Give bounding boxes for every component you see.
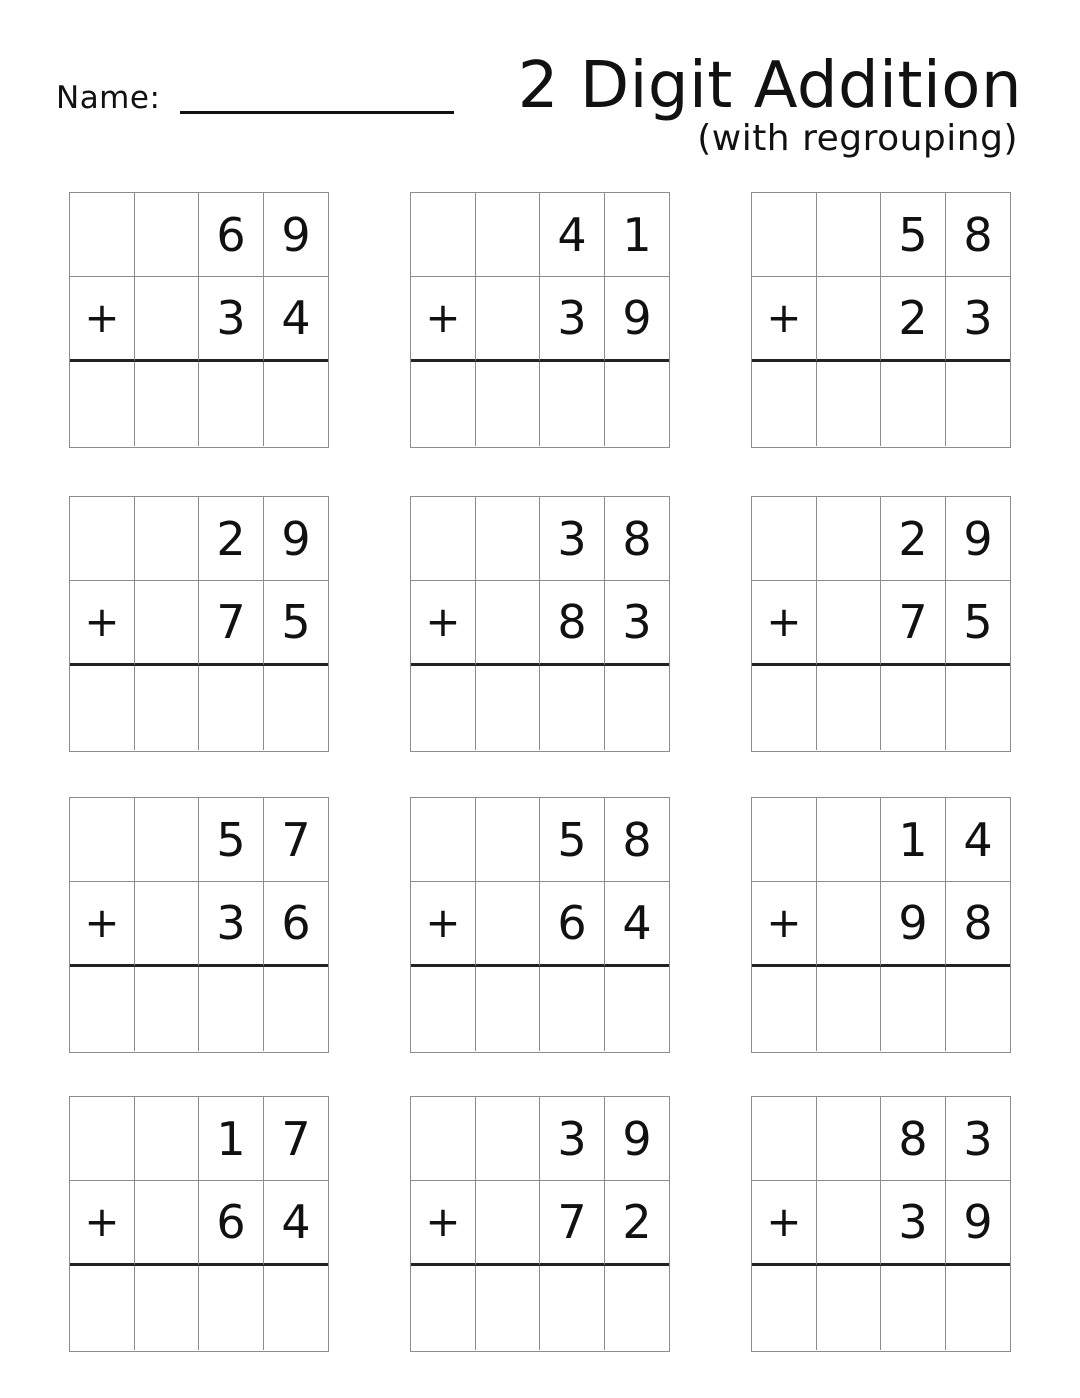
answer-cell[interactable] (264, 967, 328, 1051)
top-ones-digit: 4 (946, 798, 1010, 882)
answer-cell[interactable] (881, 967, 946, 1051)
empty-cell (817, 1097, 881, 1181)
empty-cell (476, 798, 540, 882)
answer-cell[interactable] (70, 666, 135, 750)
bottom-ones-digit: 3 (946, 277, 1010, 362)
empty-cell (135, 497, 199, 581)
empty-cell (476, 193, 540, 277)
empty-cell (752, 497, 817, 581)
addition-problem (69, 1096, 329, 1352)
answer-cell[interactable] (817, 967, 881, 1051)
empty-cell (135, 277, 199, 362)
answer-cell[interactable] (605, 1266, 669, 1350)
top-ones-digit: 1 (605, 193, 669, 277)
bottom-tens-digit: 7 (881, 581, 946, 666)
empty-cell (135, 193, 199, 277)
addition-problem (69, 496, 329, 752)
bottom-ones-digit: 9 (946, 1181, 1010, 1266)
empty-cell (135, 1097, 199, 1181)
bottom-ones-digit: 5 (264, 581, 328, 666)
top-tens-digit: 4 (540, 193, 605, 277)
empty-cell (752, 1097, 817, 1181)
answer-cell[interactable] (199, 1266, 264, 1350)
addition-problem (751, 496, 1011, 752)
plus-sign: + (70, 277, 135, 362)
bottom-ones-digit: 3 (605, 581, 669, 666)
empty-cell (752, 798, 817, 882)
top-ones-digit: 8 (946, 193, 1010, 277)
bottom-tens-digit: 6 (199, 1181, 264, 1266)
addition-problem (69, 797, 329, 1053)
answer-cell[interactable] (817, 666, 881, 750)
bottom-ones-digit: 4 (264, 1181, 328, 1266)
plus-sign: + (70, 581, 135, 666)
empty-cell (817, 497, 881, 581)
answer-cell[interactable] (476, 362, 540, 446)
addition-problem (751, 192, 1011, 448)
top-ones-digit: 9 (605, 1097, 669, 1181)
empty-cell (817, 193, 881, 277)
top-tens-digit: 3 (540, 497, 605, 581)
answer-cell[interactable] (946, 362, 1010, 446)
answer-cell[interactable] (605, 967, 669, 1051)
empty-cell (476, 277, 540, 362)
empty-cell (135, 581, 199, 666)
answer-cell[interactable] (817, 362, 881, 446)
answer-cell[interactable] (411, 967, 476, 1051)
top-ones-digit: 9 (264, 497, 328, 581)
empty-cell (476, 1181, 540, 1266)
empty-cell (476, 497, 540, 581)
empty-cell (411, 1097, 476, 1181)
answer-cell[interactable] (540, 967, 605, 1051)
addition-problem (751, 1096, 1011, 1352)
empty-cell (135, 1181, 199, 1266)
top-ones-digit: 8 (605, 798, 669, 882)
bottom-tens-digit: 7 (199, 581, 264, 666)
bottom-tens-digit: 7 (540, 1181, 605, 1266)
empty-cell (817, 798, 881, 882)
answer-cell[interactable] (135, 362, 199, 446)
answer-cell[interactable] (476, 967, 540, 1051)
answer-cell[interactable] (946, 666, 1010, 750)
empty-cell (411, 193, 476, 277)
answer-cell[interactable] (881, 362, 946, 446)
answer-cell[interactable] (752, 967, 817, 1051)
plus-sign: + (411, 882, 476, 967)
bottom-tens-digit: 3 (199, 277, 264, 362)
answer-cell[interactable] (540, 1266, 605, 1350)
addition-problem (69, 192, 329, 448)
bottom-tens-digit: 8 (540, 581, 605, 666)
bottom-tens-digit: 3 (540, 277, 605, 362)
answer-cell[interactable] (70, 362, 135, 446)
top-ones-digit: 7 (264, 1097, 328, 1181)
name-label: Name: (56, 80, 161, 116)
plus-sign: + (411, 581, 476, 666)
top-tens-digit: 5 (199, 798, 264, 882)
bottom-tens-digit: 3 (199, 882, 264, 967)
answer-cell[interactable] (70, 1266, 135, 1350)
empty-cell (70, 193, 135, 277)
top-tens-digit: 1 (881, 798, 946, 882)
plus-sign: + (411, 277, 476, 362)
top-tens-digit: 3 (540, 1097, 605, 1181)
top-ones-digit: 9 (946, 497, 1010, 581)
bottom-ones-digit: 8 (946, 882, 1010, 967)
addition-problem (410, 797, 670, 1053)
top-tens-digit: 6 (199, 193, 264, 277)
top-tens-digit: 5 (881, 193, 946, 277)
answer-cell[interactable] (881, 1266, 946, 1350)
answer-cell[interactable] (264, 666, 328, 750)
answer-cell[interactable] (605, 666, 669, 750)
empty-cell (411, 497, 476, 581)
empty-cell (476, 1097, 540, 1181)
bottom-ones-digit: 2 (605, 1181, 669, 1266)
bottom-ones-digit: 4 (264, 277, 328, 362)
top-ones-digit: 9 (264, 193, 328, 277)
answer-cell[interactable] (411, 1266, 476, 1350)
empty-cell (817, 882, 881, 967)
empty-cell (135, 882, 199, 967)
empty-cell (817, 277, 881, 362)
answer-cell[interactable] (540, 362, 605, 446)
empty-cell (817, 1181, 881, 1266)
answer-cell[interactable] (817, 1266, 881, 1350)
answer-cell[interactable] (540, 666, 605, 750)
plus-sign: + (70, 882, 135, 967)
worksheet-subtitle: (with regrouping) (697, 118, 1018, 159)
plus-sign: + (752, 581, 817, 666)
plus-sign: + (752, 277, 817, 362)
plus-sign: + (70, 1181, 135, 1266)
addition-problem (410, 192, 670, 448)
answer-cell[interactable] (881, 666, 946, 750)
bottom-ones-digit: 6 (264, 882, 328, 967)
answer-cell[interactable] (264, 1266, 328, 1350)
bottom-tens-digit: 2 (881, 277, 946, 362)
top-ones-digit: 8 (605, 497, 669, 581)
answer-cell[interactable] (135, 666, 199, 750)
top-tens-digit: 5 (540, 798, 605, 882)
answer-cell[interactable] (476, 666, 540, 750)
addition-problem (751, 797, 1011, 1053)
empty-cell (70, 798, 135, 882)
answer-cell[interactable] (752, 362, 817, 446)
answer-cell[interactable] (264, 362, 328, 446)
bottom-tens-digit: 9 (881, 882, 946, 967)
worksheet-title: 2 Digit Addition (517, 49, 1022, 123)
empty-cell (476, 581, 540, 666)
answer-cell[interactable] (70, 967, 135, 1051)
top-tens-digit: 1 (199, 1097, 264, 1181)
bottom-ones-digit: 9 (605, 277, 669, 362)
top-tens-digit: 8 (881, 1097, 946, 1181)
name-blank-line[interactable] (180, 111, 454, 114)
answer-cell[interactable] (476, 1266, 540, 1350)
empty-cell (411, 798, 476, 882)
bottom-tens-digit: 3 (881, 1181, 946, 1266)
plus-sign: + (752, 882, 817, 967)
addition-problem (410, 496, 670, 752)
answer-cell[interactable] (752, 1266, 817, 1350)
empty-cell (476, 882, 540, 967)
answer-cell[interactable] (605, 362, 669, 446)
answer-cell[interactable] (946, 967, 1010, 1051)
bottom-tens-digit: 6 (540, 882, 605, 967)
empty-cell (752, 193, 817, 277)
addition-problem (410, 1096, 670, 1352)
answer-cell[interactable] (411, 362, 476, 446)
empty-cell (817, 581, 881, 666)
answer-cell[interactable] (199, 666, 264, 750)
answer-cell[interactable] (946, 1266, 1010, 1350)
answer-cell[interactable] (752, 666, 817, 750)
top-ones-digit: 3 (946, 1097, 1010, 1181)
answer-cell[interactable] (135, 967, 199, 1051)
top-tens-digit: 2 (881, 497, 946, 581)
answer-cell[interactable] (199, 362, 264, 446)
answer-cell[interactable] (199, 967, 264, 1051)
bottom-ones-digit: 4 (605, 882, 669, 967)
answer-cell[interactable] (411, 666, 476, 750)
top-ones-digit: 7 (264, 798, 328, 882)
empty-cell (70, 1097, 135, 1181)
empty-cell (70, 497, 135, 581)
plus-sign: + (752, 1181, 817, 1266)
top-tens-digit: 2 (199, 497, 264, 581)
bottom-ones-digit: 5 (946, 581, 1010, 666)
plus-sign: + (411, 1181, 476, 1266)
empty-cell (135, 798, 199, 882)
answer-cell[interactable] (135, 1266, 199, 1350)
